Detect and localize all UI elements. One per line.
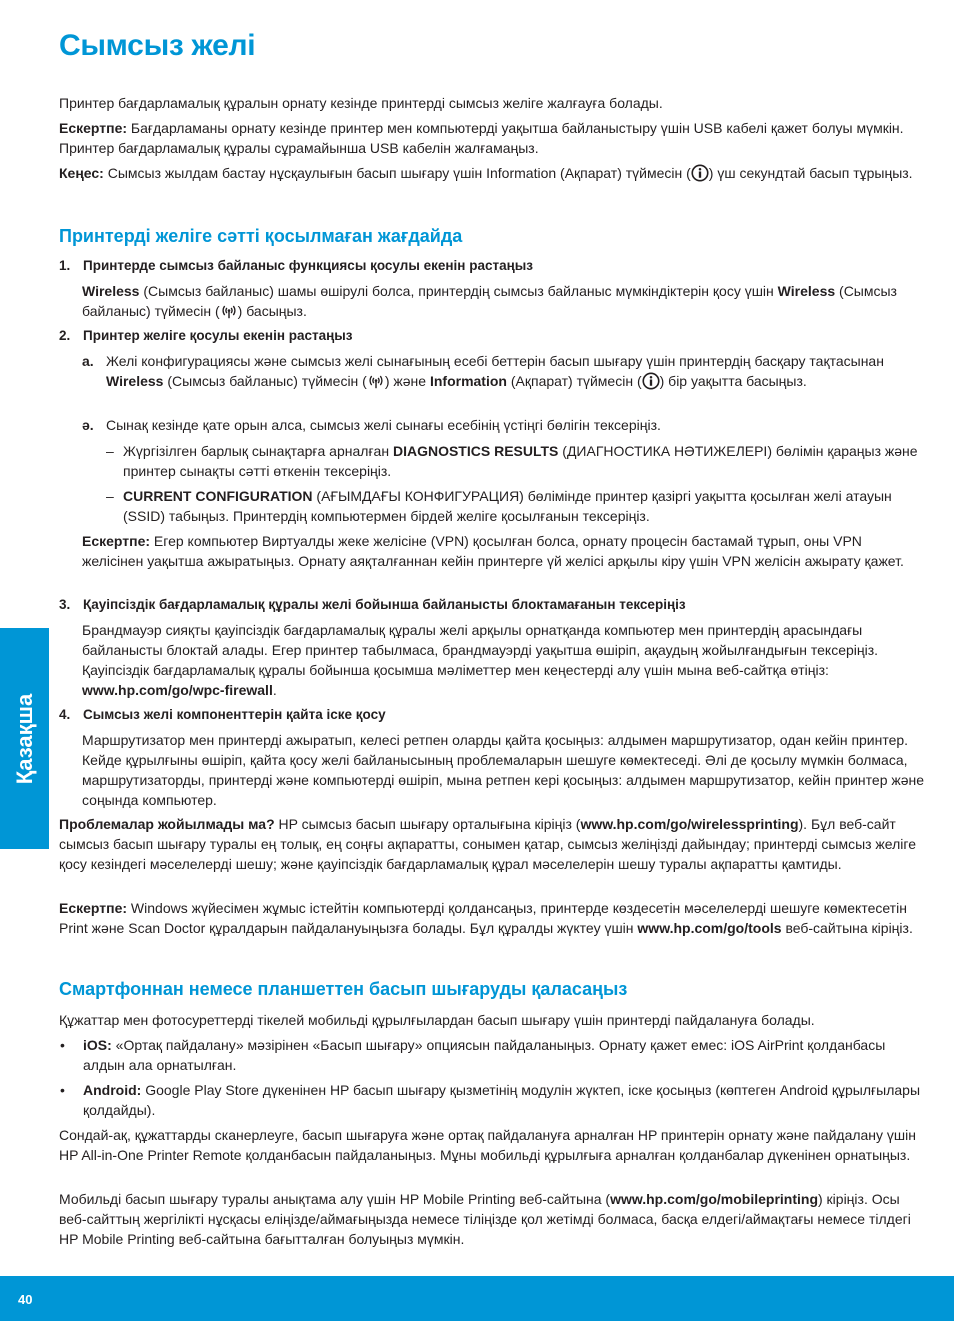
- page-title: Сымсыз желі: [59, 29, 256, 62]
- step-2b-dash-2: – CURRENT CONFIGURATION (АҒЫМДАҒЫ КОНФИГУРАЦИЯ) бөлімінде принтер қазіргі уақытта қосылған желі атауын (SSID) табыңыз. Принтердің компьютермен бірдей желіге қосылғанын тексеріңіз.: [106, 488, 892, 524]
- mobile-printing-paragraph: Мобильді басып шығару туралы анықтама алу үшін HP Mobile Printing веб-сайтына (www.hp.com/go/mobileprinting) кіріңіз. Осы веб-сайттың жергілікті нұсқасы еліңізде/аймағыңызда немесе тіліңізде қол жетімді болмаса, басқа елдегі/аймақтағы немесе тілдегі HP Mobile Printing веб-сайтына бағытталған болуыңыз мүмкін.: [59, 1191, 911, 1247]
- tip-label: Кеңес:: [59, 165, 104, 181]
- step-4-title: 4. Сымсыз желі компоненттерін қайта іске қосу: [59, 707, 386, 722]
- step-1-text: Wireless (Сымсыз байланыс) шамы өшірулі болса, принтердің сымсыз байланыс мүмкіндіктерін қосу үшін Wireless (Сымсыз байланыс) түймесін ( ) басыңыз.: [82, 283, 897, 319]
- wireless-icon: [220, 302, 238, 320]
- wireless-icon: [367, 372, 385, 390]
- section-heading-connection: Принтерді желіге сәтті қосылмаған жағдайда: [59, 226, 463, 246]
- information-icon: [642, 372, 660, 390]
- step-2b: ә. Сынақ кезінде қате орын алса, сымсыз желі сынағы есебінің үстіңгі бөлігін тексеріңіз.: [82, 417, 661, 433]
- step-3-text: Брандмауэр сияқты қауіпсіздік бағдарламалық құралы желі арқылы орнатқанда компьютер мен принтердің арасындағы байланысты блоктай алады. Егер принтер табылмаса, брандмауэрді уақытша өшіріп, ақаудың жойылғандығын тексеріңіз. Қауіпсіздік бағдарламалық құралы бойынша қосымша мәліметтер мен кеңестерді алу үшін мына веб-сайтқа өтіңіз: www.hp.com/go/wpc-firewall.: [82, 622, 879, 698]
- intro-tip: Кеңес: Сымсыз жылдам бастау нұсқаулығын басып шығару үшін Information (Ақпарат) түймесін ( ) үш секундтай басып тұрыңыз.: [59, 165, 913, 181]
- note-label: Ескертпе:: [59, 120, 128, 136]
- information-icon: [691, 164, 709, 182]
- firewall-link[interactable]: www.hp.com/go/wpc-firewall: [82, 682, 273, 698]
- section-heading-mobile: Смартфоннан немесе планшеттен басып шығаруды қаласаңыз: [59, 979, 628, 999]
- step-2-title: 2. Принтер желіге қосулы екенін растаңыз: [59, 328, 353, 343]
- step-2b-dash-1: – Жүргізілген барлық сынақтарға арналған DIAGNOSTICS RESULTS (ДИАГНОСТИКА НӘТИЖЕЛЕРІ) бөлімін қараңыз және принтер сынақты сәтті өткенін тексеріңіз.: [106, 443, 918, 479]
- tools-note: Ескертпе: Windows жүйесімен жұмыс істейтін компьютерді қолдансаңыз, принтерде көздесетін мәселелерді шешуге көмектесетін Print және Scan Doctor құралдарын пайдалануыңызға болады. Бұл құралды жүктеу үшін www.hp.com/go/tools веб-сайтына кіріңіз.: [59, 900, 913, 936]
- problems-paragraph: Проблемалар жойылмады ма? HP сымсыз басып шығару орталығына кіріңіз (www.hp.com/go/wirelessprinting). Бұл веб-сайт сымсыз басып шығару туралы ең толық, ең соңғы ақпаратты, сонымен қатар, сымсыз желіңізді дайындау; принтерді сымсыз желіге қосу кезіндегі мәселелерді шешу; және қауіпсіздік бағдарламалық құрал мәселелерін шешу туралы ақпаратты қамтиды.: [59, 816, 916, 872]
- mobile-intro: Құжаттар мен фотосуреттерді тікелей мобильді құрылғылардан басып шығару үшін принтерді пайдалануға болады.: [59, 1012, 815, 1028]
- bullet-ios: • iOS: «Ортақ пайдалану» мәзірінен «Басып шығару» опциясын пайдаланыңыз. Орнату қажет емес: iOS AirPrint қолданбасы алдын ала орнатылған.: [60, 1037, 886, 1073]
- intro-note: Ескертпе: Бағдарламаны орнату кезінде принтер мен компьютерді уақытша байланыстыру үшін USB кабелі қажет болуы мүмкін. Принтер бағдарламалық құралы сұрамайынша USB кабелін жалғамаңыз.: [59, 120, 904, 156]
- step-2-note: Ескертпе: Егер компьютер Виртуалды жеке желісіне (VPN) қосылған болса, орнату процесін бастамай тұрып, оны VPN желісінен уақытша ажыратыңыз. Орнату аяқталғаннан кейін принтерге үй желісі арқылы кіру үшін VPN желісін ажырату қажет.: [82, 533, 904, 569]
- language-label: Қазақша: [11, 693, 37, 784]
- step-3-title: 3. Қауіпсіздік бағдарламалық құралы желі бойынша байланысты блоктамағанын тексеріңіз: [59, 597, 686, 612]
- step-2a: a. Желі конфигурациясы және сымсыз желі сынағының есебі беттерін басып шығару үшін принтердің басқару тақтасынан Wireless (Сымсыз байланыс) түймесін ( ) және Information (Ақпарат) түймесін ( ) бір уақытта басыңыз.: [82, 353, 884, 389]
- wirelessprinting-link[interactable]: www.hp.com/go/wirelessprinting: [580, 816, 799, 832]
- intro-paragraph: Принтер бағдарламалық құралын орнату кезінде принтерді сымсыз желіге жалғауға болады.: [59, 95, 663, 111]
- step-1-title: 1. Принтерде сымсыз байланыс функциясы қосулы екенін растаңыз: [59, 258, 533, 273]
- page-number: 40: [18, 1292, 33, 1307]
- tools-link[interactable]: www.hp.com/go/tools: [637, 920, 782, 936]
- printer-remote-paragraph: Сондай-ақ, құжаттарды сканерлеуге, басып шығаруға және ортақ пайдалануға арналған HP принтерін орнату және пайдалану үшін HP All-in-One Printer Remote қолданбасын пайдаланыңыз. Мұны мобильді құрылғыға арналған қолданбалар дүкенінен орнатыңыз.: [59, 1127, 917, 1163]
- footer-bar: [0, 1276, 954, 1321]
- bullet-android: • Android: Google Play Store дүкенінен HP басып шығару қызметінің модулін жүктеп, іске қосыңыз (көптеген Android құрылғылары қолдайды).: [60, 1082, 921, 1118]
- step-4-text: Маршрутизатор мен принтерді ажыратып, келесі ретпен оларды қайта қосыңыз: алдымен маршрутизатор, одан кейін принтер. Кейде құрылғыны өшіріп, қайта қосу желі байланысының проблемаларын шешуге көмектеседі. Әлі де қосылу мүмкін болмаса, маршрутизаторды, принтерді және компьютерді өшіріп, мына ретпен кері қосыңыз: алдымен маршрутизатор, кейін принтер және соңында компьютер.: [82, 732, 925, 808]
- mobileprinting-link[interactable]: www.hp.com/go/mobileprinting: [610, 1191, 818, 1207]
- language-side-tab: [0, 628, 49, 849]
